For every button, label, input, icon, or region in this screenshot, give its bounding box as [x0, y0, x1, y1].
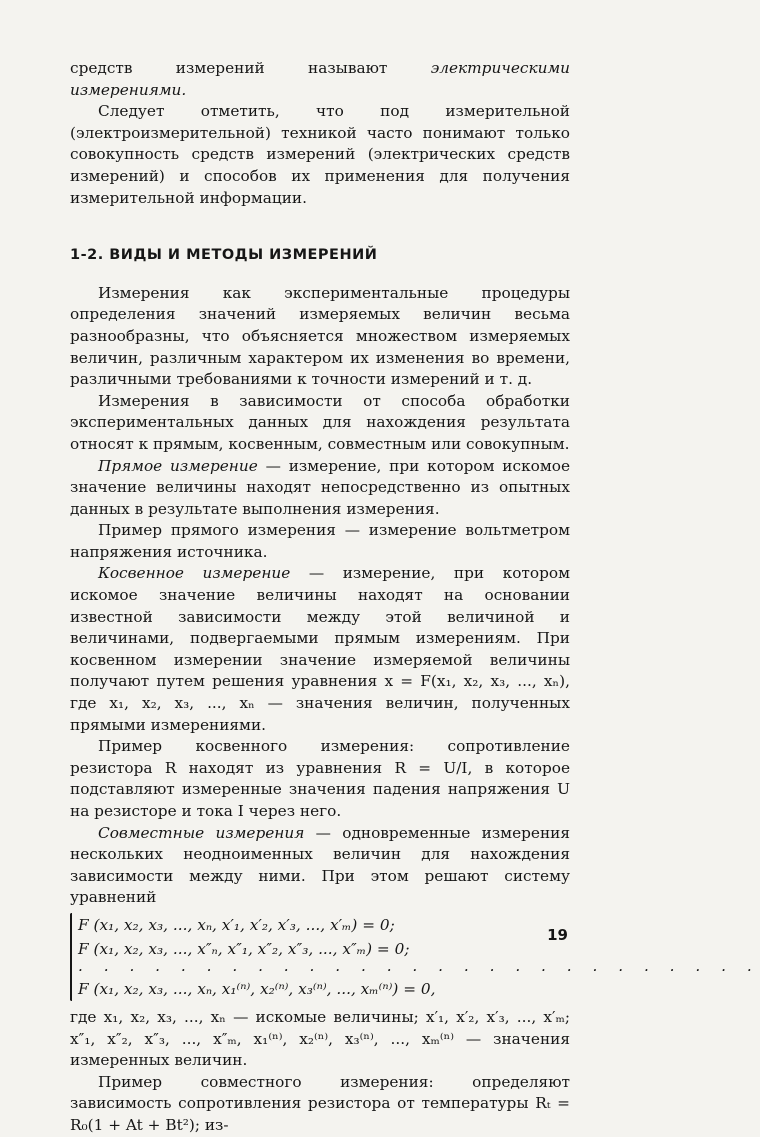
- paragraph-joint-example: Пример совместного измерения: определяют зависимость сопротивления резистора от температуры Rₜ = R₀(1 + At + Bt²); из-: [70, 1072, 570, 1134]
- intro-paragraph-2: Следует отметить, что под измерительной (электроизмерительной) техникой часто понимают только совокупность средств измерений (электрических средств измерений) и способов их применения для получения измерительной информации.: [70, 102, 570, 207]
- paragraph-where: где x₁, x₂, x₃, ..., xₙ — искомые величины; x′₁, x′₂, x′₃, ..., x′ₘ; x″₁, x″₂, x″₃, ..., x″ₘ, x₁⁽ⁿ⁾, x₂⁽ⁿ⁾, x₃⁽ⁿ⁾, ..., xₘ⁽ⁿ⁾ — значения измеренных величин.: [70, 1007, 570, 1070]
- intro-paragraph-1: средств измерений называют электрическими измерениями.: [70, 59, 570, 99]
- equation-1: F (x₁, x₂, x₃, ..., xₙ, x′₁, x′₂, x′₃, ..., x′ₘ) = 0;: [78, 915, 395, 934]
- paragraph-classification: Измерения в зависимости от способа обработки экспериментальных данных для нахождения результата относят к прямым, косвенным, совместным или совокупным.: [70, 391, 570, 453]
- equation-n: F (x₁, x₂, x₃, ..., xₙ, x₁⁽ⁿ⁾, x₂⁽ⁿ⁾, x₃⁽ⁿ⁾, ..., xₘ⁽ⁿ⁾) = 0,: [78, 979, 436, 998]
- page-number: 19: [547, 926, 568, 944]
- term-direct: Прямое измерение: [98, 456, 258, 475]
- paragraph-indirect: Косвенное измерение — измерение, при котором искомое значение величины находят на основании известной зависимости между этой величиной и величинами, подвергаемыми прямым измерениям. При косвенном измерении значение измеряемой величины получают путем решения уравнения x = F(x₁, x₂, x₃, ..., xₙ), где x₁, x₂, x₃, ..., xₙ — значения величин, полученных прямыми измерениями.: [70, 564, 570, 734]
- paragraph-joint: Совместные измерения — одновременные измерения нескольких неодноименных величин для нахождения зависимости между ними. При этом решают систему уравнений: [70, 823, 571, 907]
- equation-system: [70, 913, 760, 1001]
- page-body: [70, 58, 760, 1137]
- brace-icon: [70, 913, 72, 1001]
- paragraph-direct: Прямое измерение — измерение, при котором искомое значение величины находят непосредственно из опытных данных в результате выполнения измерения.: [70, 456, 571, 518]
- paragraph-direct-example: Пример прямого измерения — измерение вольтметром напряжения источника.: [70, 521, 570, 561]
- equation-2: F (x₁, x₂, x₃, ..., x″ₙ, x″₁, x″₂, x″₃, ..., x″ₘ) = 0;: [78, 939, 410, 958]
- term-indirect: Косвенное измерение: [98, 564, 291, 583]
- section-heading: 1-2. ВИДЫ И МЕТОДЫ ИЗМЕРЕНИЙ: [70, 247, 378, 264]
- paragraph-variety: Измерения как экспериментальные процедуры определения значений измеряемых величин весьма разнообразны, что объясняется множеством измеряемых величин, различным характером их изменения во времени, различными требованиями к точности измерений и т. д.: [70, 283, 570, 389]
- equation-ellipsis: . . . . . . . . . . . . . . . . . . . . . . . . . . .: [78, 956, 760, 975]
- term-joint: Совместные измерения: [98, 823, 305, 842]
- paragraph-indirect-example: Пример косвенного измерения: сопротивление резистора R находят из уравнения R = U/I, в которое подставляют измеренные значения падения напряжения U на резисторе и тока I через него.: [70, 737, 570, 820]
